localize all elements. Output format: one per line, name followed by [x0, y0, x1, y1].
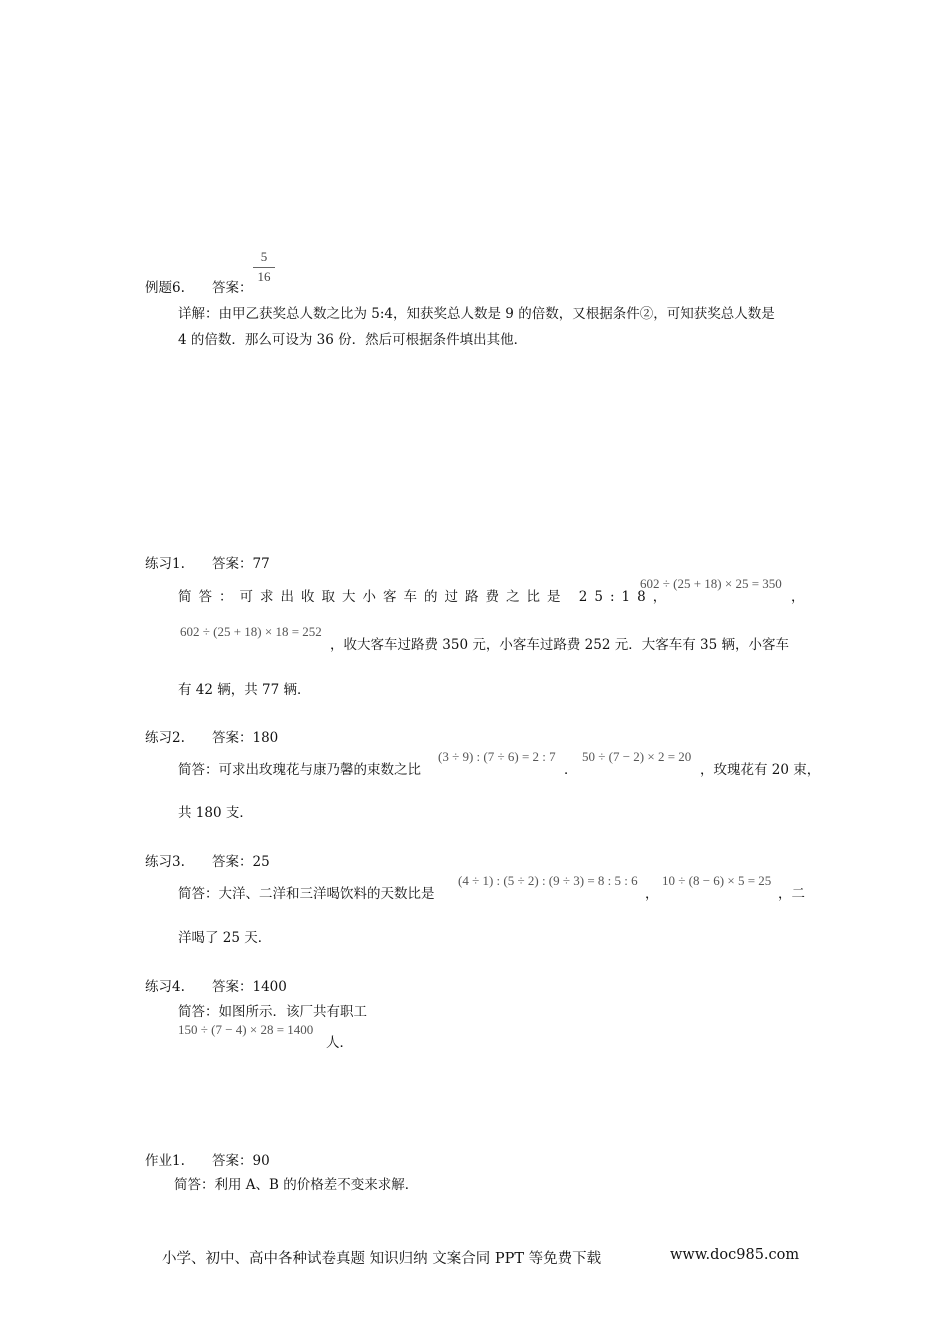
- practice-1-line2-text: ，收大客车过路费 350 元，小客车过路费 252 元．大客车有 35 辆，小客车: [330, 637, 789, 653]
- practice-2-line2-text: 共 180 支．: [178, 805, 253, 821]
- homework-1-line1-text: 简答：利用 A、B 的价格差不变来求解．: [174, 1177, 419, 1193]
- fraction-denominator: 16: [257, 269, 271, 284]
- practice-4-line2-end: 人．: [326, 1035, 353, 1051]
- practice-2-answer: 答案：180: [212, 730, 279, 746]
- practice-3-ratio-formula: (4 ÷ 1) : (5 ÷ 2) : (9 ÷ 3) = 8 : 5 : 6: [458, 873, 638, 888]
- practice-3-answer: 答案：25: [212, 854, 270, 870]
- practice-3-line1-end: ，二: [778, 886, 805, 902]
- practice-2-line1-text: 简答：可求出玫瑰花与康乃馨的束数之比: [178, 762, 421, 778]
- practice-2-count-formula: 50 ÷ (7 − 2) × 2 = 20: [582, 749, 692, 764]
- practice-4-line1-text: 简答：如图所示．该厂共有职工: [178, 1004, 367, 1020]
- practice-1-line3-text: 有 42 辆，共 77 辆．: [178, 682, 311, 698]
- homework-1-answer: 答案：90: [212, 1153, 270, 1169]
- footer-promo-text: 小学、初中、高中各种试卷真题 知识归纳 文案合同 PPT 等免费下载: [162, 1251, 602, 1267]
- practice-2-label: 练习2.: [145, 730, 185, 746]
- footer-website-link[interactable]: www.doc985.com: [670, 1247, 800, 1263]
- practice-2-line1-end: ，玫瑰花有 20 束，: [700, 762, 821, 778]
- fraction-numerator: 5: [260, 249, 268, 264]
- practice-1-line1-text: 简答：可求出收取大小客车的过路费之比是 25:18，: [178, 589, 674, 605]
- example-6-answer-label: 答案：: [212, 280, 253, 296]
- practice-3-line2-text: 洋喝了 25 天．: [178, 930, 272, 946]
- practice-3-days-formula: 10 ÷ (8 − 6) × 5 = 25: [662, 873, 772, 888]
- practice-2-separator: ．: [564, 762, 578, 778]
- example-6-detail-line1: 详解：由甲乙获奖总人数之比为 5:4，知获奖总人数是 9 的倍数，又根据条件②，可知获奖总人数是: [178, 306, 775, 322]
- practice-1-line1-end: ，: [791, 589, 805, 605]
- example-6-label: 例题6.: [145, 280, 185, 296]
- practice-4-formula: 150 ÷ (7 − 4) × 28 = 1400: [178, 1022, 314, 1037]
- homework-1-label: 作业1.: [145, 1153, 185, 1169]
- practice-2-ratio-formula: (3 ÷ 9) : (7 ÷ 6) = 2 : 7: [438, 749, 556, 764]
- practice-1-line1-formula: 602 ÷ (25 + 18) × 25 = 350: [640, 576, 782, 591]
- practice-1-label: 练习1.: [145, 556, 185, 572]
- practice-3-line1-text: 简答：大洋、二洋和三洋喝饮料的天数比是: [178, 886, 435, 902]
- practice-3-label: 练习3.: [145, 854, 185, 870]
- practice-1-answer: 答案：77: [212, 556, 270, 572]
- practice-1-line2-formula: 602 ÷ (25 + 18) × 18 = 252: [180, 624, 322, 639]
- practice-4-label: 练习4.: [145, 979, 185, 995]
- fraction-bar: [253, 267, 275, 268]
- practice-3-separator: ，: [645, 886, 659, 902]
- example-6-detail-line2: 4 的倍数．那么可设为 36 份．然后可根据条件填出其他．: [178, 332, 528, 348]
- answer-fraction: [253, 250, 275, 284]
- practice-4-answer: 答案：1400: [212, 979, 287, 995]
